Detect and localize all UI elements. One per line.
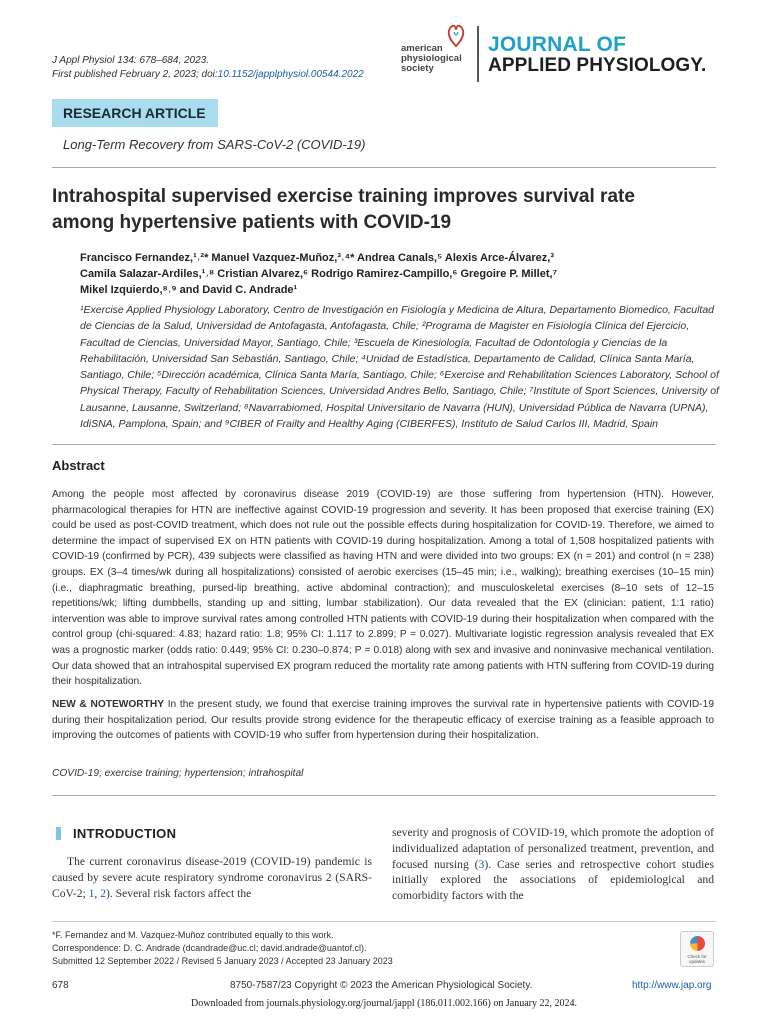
- author-line: [80, 250, 720, 266]
- new-noteworthy-label: NEW & NOTEWORTHY: [52, 699, 165, 710]
- check-for-updates-button[interactable]: [680, 931, 714, 967]
- journal-url-link[interactable]: http://www.jap.org: [632, 980, 712, 991]
- keywords: COVID-19; exercise training; hypertension; intrahospital: [52, 768, 304, 779]
- author-line: Camila Salazar-Ardiles,¹˒⁸ Cristian Alvarez,⁶ Rodrigo Ramirez-Campillo,⁶ Gregoire P. Millet,⁷: [80, 268, 558, 280]
- check-updates-icon: [690, 936, 705, 951]
- new-noteworthy: [52, 697, 714, 744]
- article-title: Intrahospital supervised exercise training improves survival rate among hypertensive patients with COVID-19: [52, 186, 635, 233]
- citation-line: J Appl Physiol 134: 678–684, 2023.: [52, 55, 209, 66]
- page-number: 678: [52, 980, 69, 991]
- introduction-heading: INTRODUCTION: [73, 826, 177, 841]
- society-line: physiological: [401, 53, 462, 64]
- reference-link[interactable]: 1: [88, 886, 95, 900]
- publication-line: [52, 68, 364, 82]
- intro-text: ,: [94, 886, 101, 900]
- check-updates-label: Check for updates: [687, 954, 707, 964]
- divider: [52, 795, 716, 796]
- download-stamp: Downloaded from journals.physiology.org/journal/jappl (186.011.002.166) on January 22, 2024.: [191, 998, 577, 1009]
- submission-dates: Submitted 12 September 2022 / Revised 5 January 2023 / Accepted 23 January 2023: [52, 956, 393, 966]
- abstract-text: Among the people most affected by coronavirus disease 2019 (COVID-19) are those suffering from hypertension (HTN). However, pharmacological therapies for HTN are ineffective against COVID-19 progression and severity. It has been proposed that exercise training (EX) could be used as post-COVID treatment, which does not rule out the possible effects during hospitalization for COVID-19. Therefore, we aimed to determine the impact of supervised EX on HTN patients with COVID-19 during hospitalization. Among a total of 1,508 hospitalized patients with COVID-19 (confirmed by PCR), 439 subjects were classified as having HTN and were divided into two groups: EX (n = 201) and control (n = 238) groups. EX (3–4 times/wk during all hospitalizations) consisted of aerobic exercises (15–45 min; i.e., walking); breathing exercises (10–15 min) (i.e., diaphragmatic breathing, pursed-lip breathing, active abdominal contraction); and musculoskeletal exercises (8–10 sets of 12–15 repetitions/wk; lifting dumbbells, standing up and sitting, lumbar stabilization). Our data revealed that the EX (clinician: patient, 1:1 ratio) intervention was able to improve survival rates among controlled HTN patients with COVID-19 during their hospitalization when compared with the control group (chi-squared: 4.83; hazard ratio: 1.8; 95% CI: 1.117 to 2.899; P = 0.027). Multivariate logistic regression analysis revealed that EX was a prognostic marker (odds ratio: 0.449; 95% CI: 0.230–0.874; P = 0.018) along with sex and invasive and noninvasive mechanical ventilation. Our data showed that an intrahospital supervised EX program reduced the mortality rate among patients with HTN suffering from COVID-19 during their hospitalization.: [52, 489, 714, 688]
- correspondence-note: Correspondence: D. C. Andrade (dcandrade@uc.cl; david.andrade@uantof.cl).: [52, 943, 367, 953]
- abstract-heading: Abstract: [52, 458, 105, 473]
- journal-title-line: JOURNAL OF: [488, 33, 627, 56]
- intro-text: ). Several risk factors affect the: [106, 886, 252, 900]
- intro-left-column: [52, 854, 372, 901]
- society-name: [401, 44, 462, 74]
- divider: [52, 167, 716, 168]
- affiliations: ¹Exercise Applied Physiology Laboratory, Centro de Investigación en Fisiología y Medicina de Altura, Departamento Biomedico, Facultad de Ciencias de la Salud, Universidad de Antofagasta, Antofagasta, Chile; ²Programa de Magister en Fisiología Clínica del Ejercicio, Facultad de Ciencias, Universidad Mayor, Santiago, Chile; ³Escuela de Kinesiología, Facultad de Odontología y Ciencias de la Rehabilitación, Universidad San Sebastián, Santiago, Chile; ⁴Unidad de Estadística, Departamento de Calidad, Clínica Santa María, Santiago, Chile; ⁵Dirección académica, Clínica Santa María, Santiago, Chile; ⁶Exercise and Rehabilitation Sciences Laboratory, School of Physical Therapy, Faculty of Rehabilitation Sciences, Universidad Andres Bello, Santiago, Chile; ⁷Institute of Sport Sciences, University of Lausanne, Lausanne, Switzerland; ⁸Navarrabiomed, Hospital Universitario de Navarra (HUN), Universidad Pública de Navarra (UPNA), IdiSNA, Pamplona, Spain; and ⁹CIBER of Frailty and Healthy Aging (CIBERFES), Instituto de Salud Carlos III, Madrid, Spain: [80, 304, 719, 431]
- author-text: Francisco Fernandez,¹˒²* Manuel Vazquez-Muñoz,³˒⁴* Andrea Canals,⁵ Alexis Arce-Álvarez,³: [80, 252, 554, 264]
- doi-link[interactable]: 10.1152/japplphysiol.00544.2022: [217, 69, 364, 80]
- section-marker: [56, 827, 61, 840]
- article-type-banner: [52, 99, 218, 127]
- new-noteworthy-text: In the present study, we found that exercise training improves the survival rate in hypertensive patients with COVID-19 during their hospitalization period. Our results provide strong evidence for the therapeutic efficacy of exercise training as a feasible approach to improving the outcomes of patients with COVID-19 who suffer from hypertension during their hospitalization.: [52, 699, 714, 742]
- journal-title: [488, 34, 706, 76]
- reference-link[interactable]: 3: [478, 857, 485, 871]
- logo-divider: [477, 26, 479, 82]
- author-line: Mikel Izquierdo,⁸˒⁹ and David C. Andrade¹: [80, 284, 298, 296]
- reference-link[interactable]: 2: [100, 886, 107, 900]
- footnotes: [52, 929, 652, 968]
- intro-text: The current coronavirus disease-2019 (COVID-19) pandemic is caused by severe acute respiratory syndrome coronavirus 2 (SARS-CoV-2;: [52, 855, 372, 900]
- intro-text: severity and prognosis of COVID-19, which promote the adoption of individualized adaptation of personalized treatment, prevention, and focused nursing (: [392, 826, 714, 871]
- divider: [52, 921, 716, 922]
- intro-right-column: [392, 825, 714, 904]
- series-title: Long-Term Recovery from SARS-CoV-2 (COVID-19): [63, 137, 366, 152]
- equal-contribution-note: *F. Fernandez and M. Vazquez-Muñoz contributed equally to this work.: [52, 930, 334, 940]
- publication-prefix: First published February 2, 2023; doi:: [52, 69, 218, 80]
- society-line: american: [401, 43, 443, 54]
- society-line: society: [401, 63, 434, 74]
- citation-block: [52, 54, 364, 82]
- journal-title-line: APPLIED PHYSIOLOGY.: [488, 55, 707, 76]
- divider: [52, 444, 716, 445]
- author-list: [80, 250, 720, 298]
- copyright-line: 8750-7587/23 Copyright © 2023 the American Physiological Society.: [230, 980, 533, 991]
- article-type: RESEARCH ARTICLE: [63, 105, 206, 121]
- intro-text: ). Case series and retrospective cohort studies initially explored the associations of epidemiological and comorbidity factors with the: [392, 857, 714, 903]
